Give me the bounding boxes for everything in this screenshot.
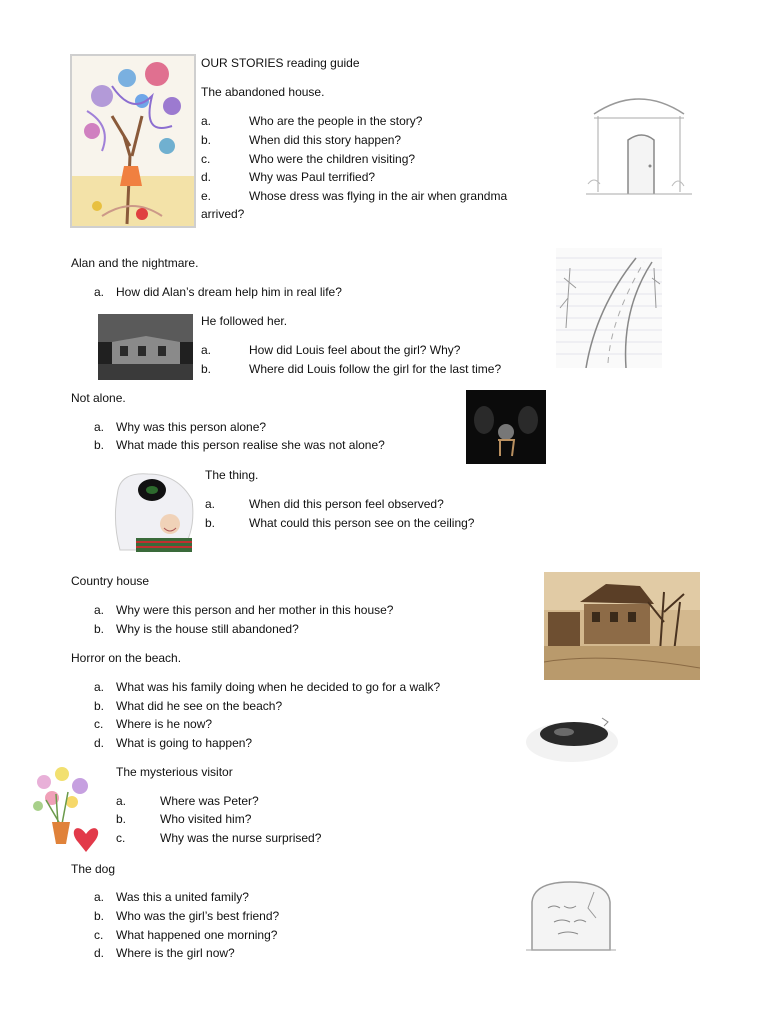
list-item-continuation: arrived? <box>201 207 245 221</box>
section-title-thing: The thing. <box>205 468 259 482</box>
section-title-beach: Horror on the beach. <box>71 651 182 665</box>
section-title-visitor: The mysterious visitor <box>116 765 233 779</box>
section-title-alan: Alan and the nightmare. <box>71 256 199 270</box>
country-house-painting-icon <box>544 572 700 680</box>
section-title-country: Country house <box>71 574 150 588</box>
ruined-house-photo-icon <box>98 314 193 380</box>
section-title-followed: He followed her. <box>201 314 288 328</box>
guide-title: OUR STORIES reading guide <box>201 56 360 70</box>
flower-vase-heart-icon <box>28 764 104 854</box>
dark-blob-drawing-icon <box>510 700 634 772</box>
section-title-notalone: Not alone. <box>71 391 126 405</box>
ghost-drawing-icon <box>112 470 196 552</box>
tombstone-sketch-icon <box>524 878 618 954</box>
dark-figures-photo-icon <box>466 390 546 464</box>
section-title-abandoned: The abandoned house. <box>201 85 325 99</box>
road-sketch-icon <box>556 248 662 368</box>
house-sketch-icon <box>584 84 694 202</box>
section-title-dog: The dog <box>71 862 116 876</box>
tree-drawing-icon <box>70 54 196 228</box>
